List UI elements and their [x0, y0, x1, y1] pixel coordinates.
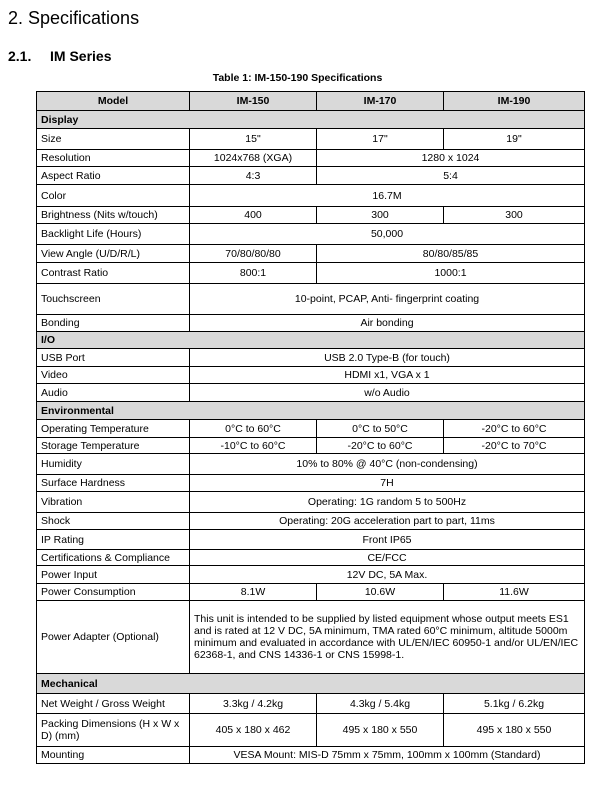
- table-row: [37, 284, 585, 315]
- row-label: Contrast Ratio: [37, 263, 190, 284]
- row-label: Backlight Life (Hours): [37, 224, 190, 245]
- cell-value: Operating: 20G acceleration part to part, 11ms: [190, 513, 585, 530]
- section-row: [37, 332, 585, 349]
- cell-value: 16.7M: [190, 185, 585, 207]
- cell-value: 0°C to 60°C: [190, 420, 317, 438]
- table-row: [37, 714, 585, 747]
- table-row: [37, 492, 585, 513]
- cell-value: Air bonding: [190, 315, 585, 332]
- row-label: USB Port: [37, 349, 190, 367]
- cell-value: This unit is intended to be supplied by listed equipment whose output meets ES1 and is rated at 12 V DC, 5A minimum, TMA rated 60°C minimum, altitude 5000m minimum and evaluated in accordance with UL/EN/IEC 60950-1 and/or UL/EN/IEC 62368-1, and CNS 14336-1 or CNS 15998-1.: [190, 601, 585, 674]
- cell-value: 495 x 180 x 550: [317, 714, 444, 747]
- cell-value: Operating: 1G random 5 to 500Hz: [190, 492, 585, 513]
- cell-value: 405 x 180 x 462: [190, 714, 317, 747]
- row-label: IP Rating: [37, 530, 190, 550]
- cell-value: 1024x768 (XGA): [190, 150, 317, 167]
- cell-value: 3.3kg / 4.2kg: [190, 694, 317, 714]
- row-label: Bonding: [37, 315, 190, 332]
- row-label: Shock: [37, 513, 190, 530]
- row-label: Power Adapter (Optional): [37, 601, 190, 674]
- section-title: I/O: [37, 332, 585, 349]
- cell-value: Front IP65: [190, 530, 585, 550]
- cell-value: 1000:1: [317, 263, 585, 284]
- subsection-heading: [8, 48, 111, 64]
- table-row: [37, 550, 585, 566]
- table-row: [37, 584, 585, 601]
- column-header: IM-150: [190, 92, 317, 111]
- cell-value: 11.6W: [444, 584, 585, 601]
- cell-value: 80/80/85/85: [317, 245, 585, 263]
- cell-value: 7H: [190, 475, 585, 492]
- table-caption: Table 1: IM-150-190 Specifications: [212, 72, 383, 84]
- table-row: [37, 454, 585, 475]
- column-header: IM-170: [317, 92, 444, 111]
- row-label: Certifications & Compliance: [37, 550, 190, 566]
- section-row: [37, 674, 585, 694]
- cell-value: 19": [444, 129, 585, 150]
- cell-value: 17": [317, 129, 444, 150]
- section-row: [37, 402, 585, 420]
- table-row: [37, 475, 585, 492]
- row-label: Touchscreen: [37, 284, 190, 315]
- table-row: [37, 167, 585, 185]
- cell-value: -20°C to 60°C: [317, 438, 444, 454]
- table-row: [37, 530, 585, 550]
- row-label: Video: [37, 367, 190, 384]
- table-row: [37, 601, 585, 674]
- section-heading: 2. Specifications: [8, 8, 140, 28]
- row-label: Operating Temperature: [37, 420, 190, 438]
- table-row: [37, 747, 585, 764]
- table-row: [37, 420, 585, 438]
- cell-value: 70/80/80/80: [190, 245, 317, 263]
- row-label: View Angle (U/D/R/L): [37, 245, 190, 263]
- table-row: [37, 315, 585, 332]
- table-row: [37, 207, 585, 224]
- row-label: Surface Hardness: [37, 475, 190, 492]
- cell-value: 300: [317, 207, 444, 224]
- table-row: [37, 224, 585, 245]
- cell-value: 15": [190, 129, 317, 150]
- row-label: Storage Temperature: [37, 438, 190, 454]
- table-row: [37, 150, 585, 167]
- row-label: Power Input: [37, 566, 190, 584]
- row-label: Aspect Ratio: [37, 167, 190, 185]
- row-label: Vibration: [37, 492, 190, 513]
- row-label: Humidity: [37, 454, 190, 475]
- table-row: [37, 263, 585, 284]
- cell-value: 1280 x 1024: [317, 150, 585, 167]
- row-label: Size: [37, 129, 190, 150]
- cell-value: 4:3: [190, 167, 317, 185]
- column-header: Model: [37, 92, 190, 111]
- row-label: Brightness (Nits w/touch): [37, 207, 190, 224]
- row-label: Power Consumption: [37, 584, 190, 601]
- table-row: [37, 245, 585, 263]
- cell-value: 0°C to 50°C: [317, 420, 444, 438]
- section-title: Mechanical: [37, 674, 585, 694]
- section-row: [37, 111, 585, 129]
- cell-value: -20°C to 60°C: [444, 420, 585, 438]
- row-label: Color: [37, 185, 190, 207]
- table-row: [37, 367, 585, 384]
- cell-value: 5.1kg / 6.2kg: [444, 694, 585, 714]
- cell-value: 10.6W: [317, 584, 444, 601]
- spec-table: [36, 91, 585, 764]
- subsection-title: IM Series: [50, 48, 112, 64]
- column-header: IM-190: [444, 92, 585, 111]
- cell-value: HDMI x1, VGA x 1: [190, 367, 585, 384]
- table-row: [37, 349, 585, 367]
- table-row: [37, 129, 585, 150]
- row-label: Mounting: [37, 747, 190, 764]
- section-title: Display: [37, 111, 585, 129]
- cell-value: 50,000: [190, 224, 585, 245]
- row-label: Resolution: [37, 150, 190, 167]
- cell-value: VESA Mount: MIS-D 75mm x 75mm, 100mm x 100mm (Standard): [190, 747, 585, 764]
- cell-value: 800:1: [190, 263, 317, 284]
- section-title: Environmental: [37, 402, 585, 420]
- table-row: [37, 694, 585, 714]
- cell-value: 495 x 180 x 550: [444, 714, 585, 747]
- cell-value: 12V DC, 5A Max.: [190, 566, 585, 584]
- cell-value: -20°C to 70°C: [444, 438, 585, 454]
- cell-value: 10-point, PCAP, Anti- fingerprint coating: [190, 284, 585, 315]
- table-row: [37, 566, 585, 584]
- cell-value: 8.1W: [190, 584, 317, 601]
- header-row: [37, 92, 585, 111]
- cell-value: 4.3kg / 5.4kg: [317, 694, 444, 714]
- cell-value: w/o Audio: [190, 384, 585, 402]
- row-label: Packing Dimensions (H x W x D) (mm): [37, 714, 190, 747]
- subsection-number: 2.1.: [8, 48, 32, 64]
- cell-value: 5:4: [317, 167, 585, 185]
- cell-value: 300: [444, 207, 585, 224]
- table-row: [37, 513, 585, 530]
- table-row: [37, 384, 585, 402]
- row-label: Net Weight / Gross Weight: [37, 694, 190, 714]
- cell-value: CE/FCC: [190, 550, 585, 566]
- row-label: Audio: [37, 384, 190, 402]
- table-row: [37, 438, 585, 454]
- cell-value: -10°C to 60°C: [190, 438, 317, 454]
- cell-value: 10% to 80% @ 40°C (non-condensing): [190, 454, 585, 475]
- table-row: [37, 185, 585, 207]
- cell-value: 400: [190, 207, 317, 224]
- cell-value: USB 2.0 Type-B (for touch): [190, 349, 585, 367]
